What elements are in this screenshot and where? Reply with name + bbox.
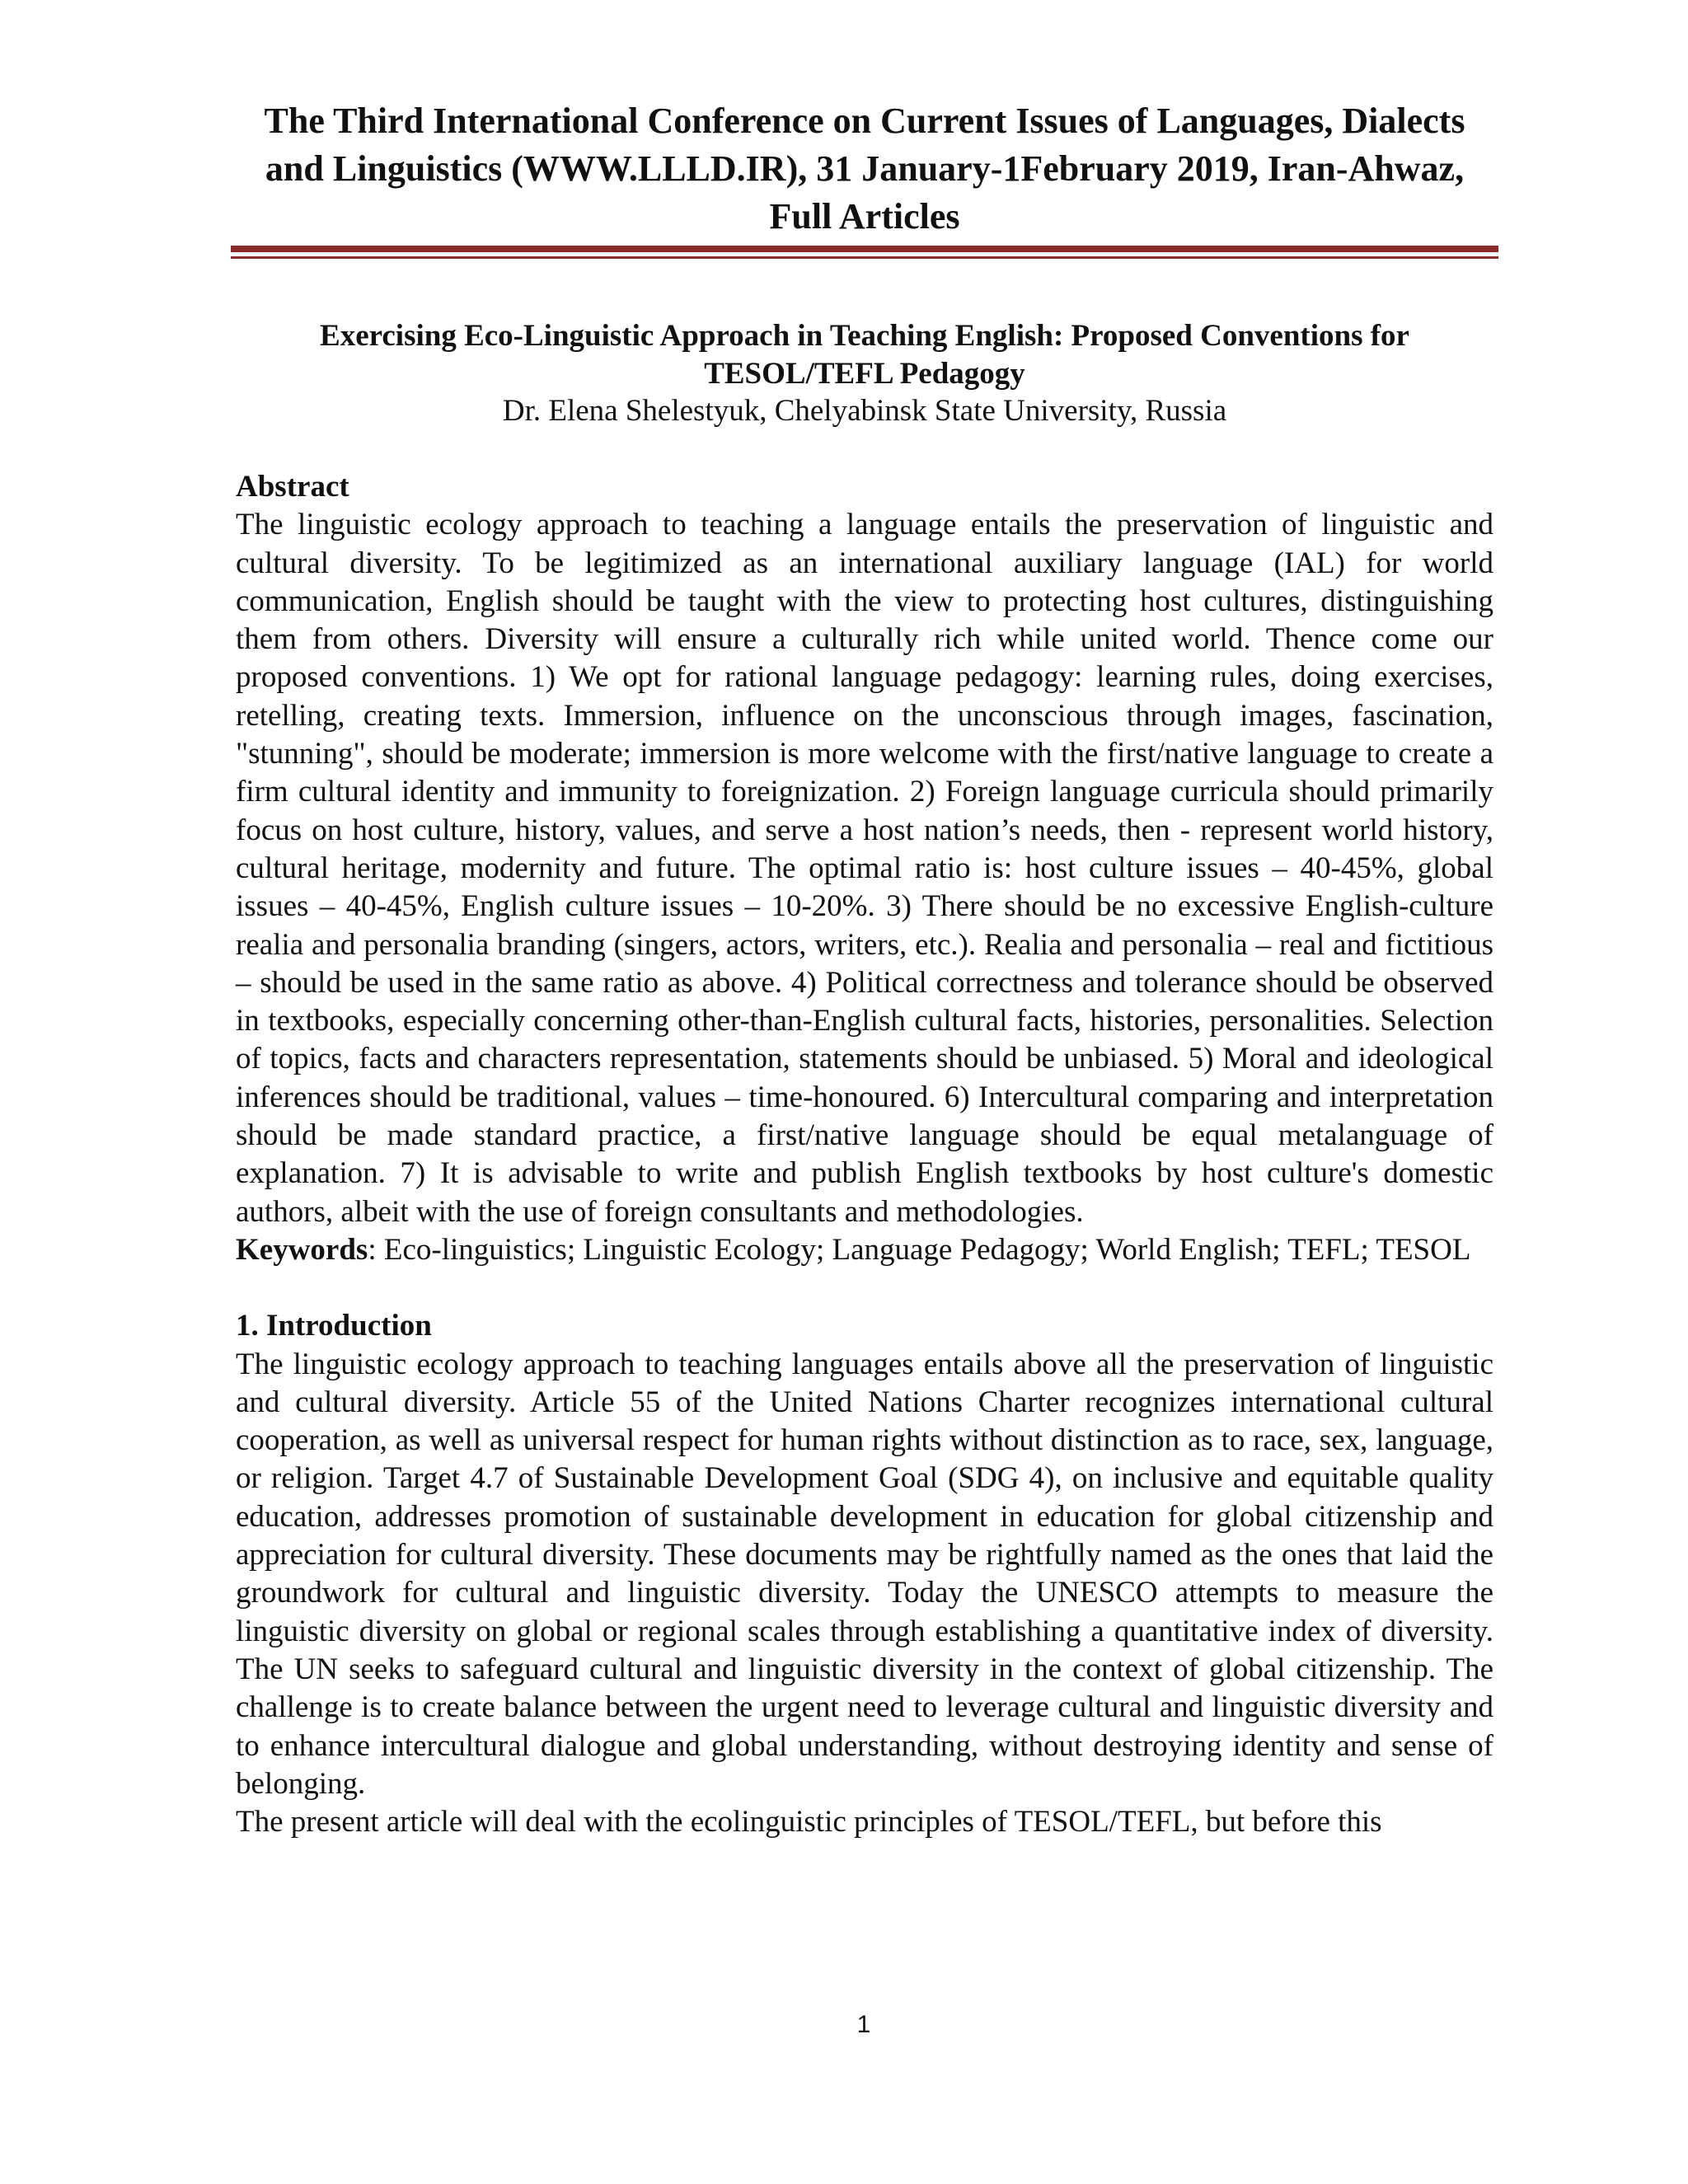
introduction-paragraph-1: The linguistic ecology approach to teaching languages entails above all the preservation of linguistic and cultural diversity. Article 55 of the United Nations Charter recognizes international cultural cooperation, as well as universal respect for human rights without distinction as to race, sex, language, or religion. Target 4.7 of Sustainable Development Goal (SDG 4), on inclusive and equitable quality education, addresses promotion of sustainable development in education for global citizenship and appreciation for cultural diversity. These documents may be rightfully named as the ones that laid the groundwork for cultural and linguistic diversity. Today the UNESCO attempts to measure the linguistic diversity on global or regional scales through establishing a quantitative index of diversity. The UN seeks to safeguard cultural and linguistic diversity in the context of global citizenship. The challenge is to create balance between the urgent need to leverage cultural and linguistic diversity and to enhance intercultural dialogue and global understanding, without destroying identity and sense of belonging. xyxy=(236,1347,1493,1801)
keywords-list: : Eco-linguistics; Linguistic Ecology; Language Pedagogy; World English; TEFL; TESOL xyxy=(368,1232,1471,1267)
keywords-line xyxy=(236,1231,1493,1269)
conference-header: The Third International Conference on Current Issues of Languages, Dialects and Linguistics (WWW.LLLD.IR), 31 January-1February 2019, Iran-Ahwaz, Full Articles xyxy=(264,101,1465,237)
abstract-heading: Abstract xyxy=(236,470,349,504)
introduction-paragraph-2: The present article will deal with the ecolinguistic principles of TESOL/TEFL, but before this xyxy=(236,1805,1382,1840)
article-body xyxy=(236,468,1493,1841)
page-number: 1 xyxy=(856,2011,871,2038)
section-spacer xyxy=(236,1269,1493,1307)
article-title: Exercising Eco-Linguistic Approach in Teaching English: Proposed Conventions for TESOL/TEFL Pedagogy xyxy=(320,319,1409,391)
article-author: Dr. Elena Shelestyuk, Chelyabinsk State University, Russia xyxy=(502,394,1227,428)
introduction-heading: 1. Introduction xyxy=(236,1309,432,1343)
header-rule-thin xyxy=(231,256,1498,259)
keywords-label: Keywords xyxy=(236,1232,368,1267)
abstract-text: The linguistic ecology approach to teaching a language entails the preservation of linguistic and cultural diversity. To be legitimized as an international auxiliary language (IAL) for world communication, English should be taught with the view to protecting host cultures, distinguishing them from others. Diversity will ensure a culturally rich while united world. Thence come our proposed conventions. 1) We opt for rational language pedagogy: learning rules, doing exercises, retelling, creating texts. Immersion, influence on the unconscious through images, fascination, "stunning", should be moderate; immersion is more welcome with the first/native language to create a firm cultural identity and immunity to foreignization. 2) Foreign language curricula should primarily focus on host culture, history, values, and serve a host nation’s needs, then - represent world history, cultural heritage, modernity and future. The optimal ratio is: host culture issues – 40-45%, global issues – 40-45%, English culture issues – 10-20%. 3) There should be no excessive English-culture realia and personalia branding (singers, actors, writers, etc.). Realia and personalia – real and fictitious – should be used in the same ratio as above. 4) Political correctness and tolerance should be observed in textbooks, especially concerning other-than-English cultural facts, histories, personalities. Selection of topics, facts and characters representation, statements should be unbiased. 5) Moral and ideological inferences should be traditional, values – time-honoured. 6) Intercultural comparing and interpretation should be made standard practice, a first/native language should be equal metalanguage of explanation. 7) It is advisable to write and publish English textbooks by host culture's domestic authors, albeit with the use of foreign consultants and methodologies. xyxy=(236,508,1493,1229)
header-rule-thick xyxy=(231,246,1498,252)
